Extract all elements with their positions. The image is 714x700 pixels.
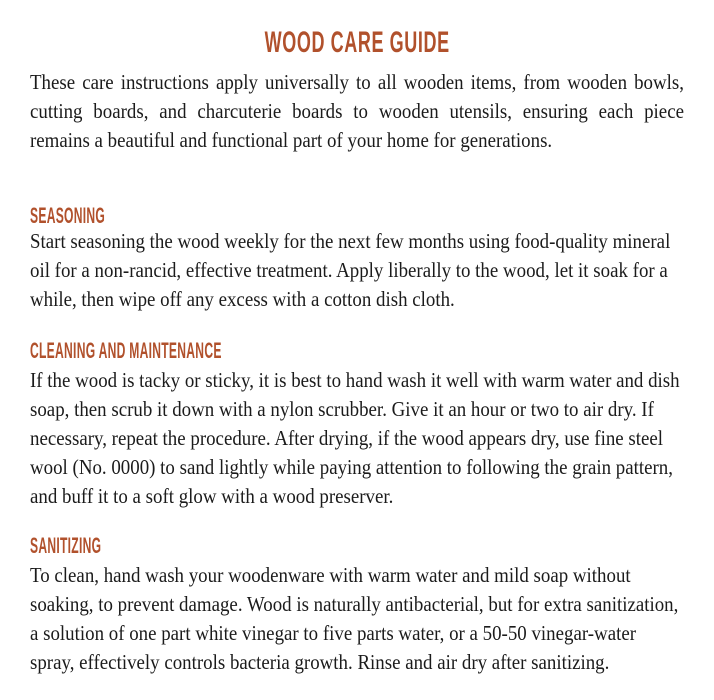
section-heading-cleaning-and-maintenance <box>30 338 379 365</box>
section-heading-sanitizing <box>30 533 160 560</box>
section-heading-cleaning-and-maintenance-label: CLEANING AND MAINTENANCE <box>30 338 222 363</box>
section-heading-sanitizing-label: SANITIZING <box>30 533 102 558</box>
intro-paragraph: These care instructions apply universally to all wooden items, from wooden bowls, cutting boards, and charcuterie boards to wooden utensils, ensuring each piece remains a beautiful and functional part of your home for generations. <box>30 70 684 152</box>
section-body-cleaning-and-maintenance: If the wood is tacky or sticky, it is best to hand wash it well with warm water and dish soap, then scrub it down with a nylon scrubber. Give it an hour or two to air dry. If necessary, repeat the procedure. After drying, if the wood appears dry, use fine steel wool (No. 0000) to sand lightly while paying attention to following the grain pattern, and buff it to a soft glow with a wood preserver. <box>30 368 680 508</box>
section-body-sanitizing: To clean, hand wash your woodenware with warm water and mild soap without soaking, to prevent damage. Wood is naturally antibacterial, but for extra sanitization, a solution of one part white vinegar to five parts water, or a 50-50 vinegar-water spray, effectively controls bacteria growth. Rinse and air dry after sanitizing. <box>30 563 679 674</box>
title-container <box>0 28 714 58</box>
page-title: WOOD CARE GUIDE <box>264 26 450 59</box>
section-heading-seasoning <box>30 203 167 230</box>
section-heading-seasoning-label: SEASONING <box>30 203 106 228</box>
section-body-seasoning: Start seasoning the wood weekly for the next few months using food-quality mineral oil for a non-rancid, effective treatment. Apply liberally to the wood, let it soak for a while, then wipe off any excess with a cotton dish cloth. <box>30 229 671 311</box>
